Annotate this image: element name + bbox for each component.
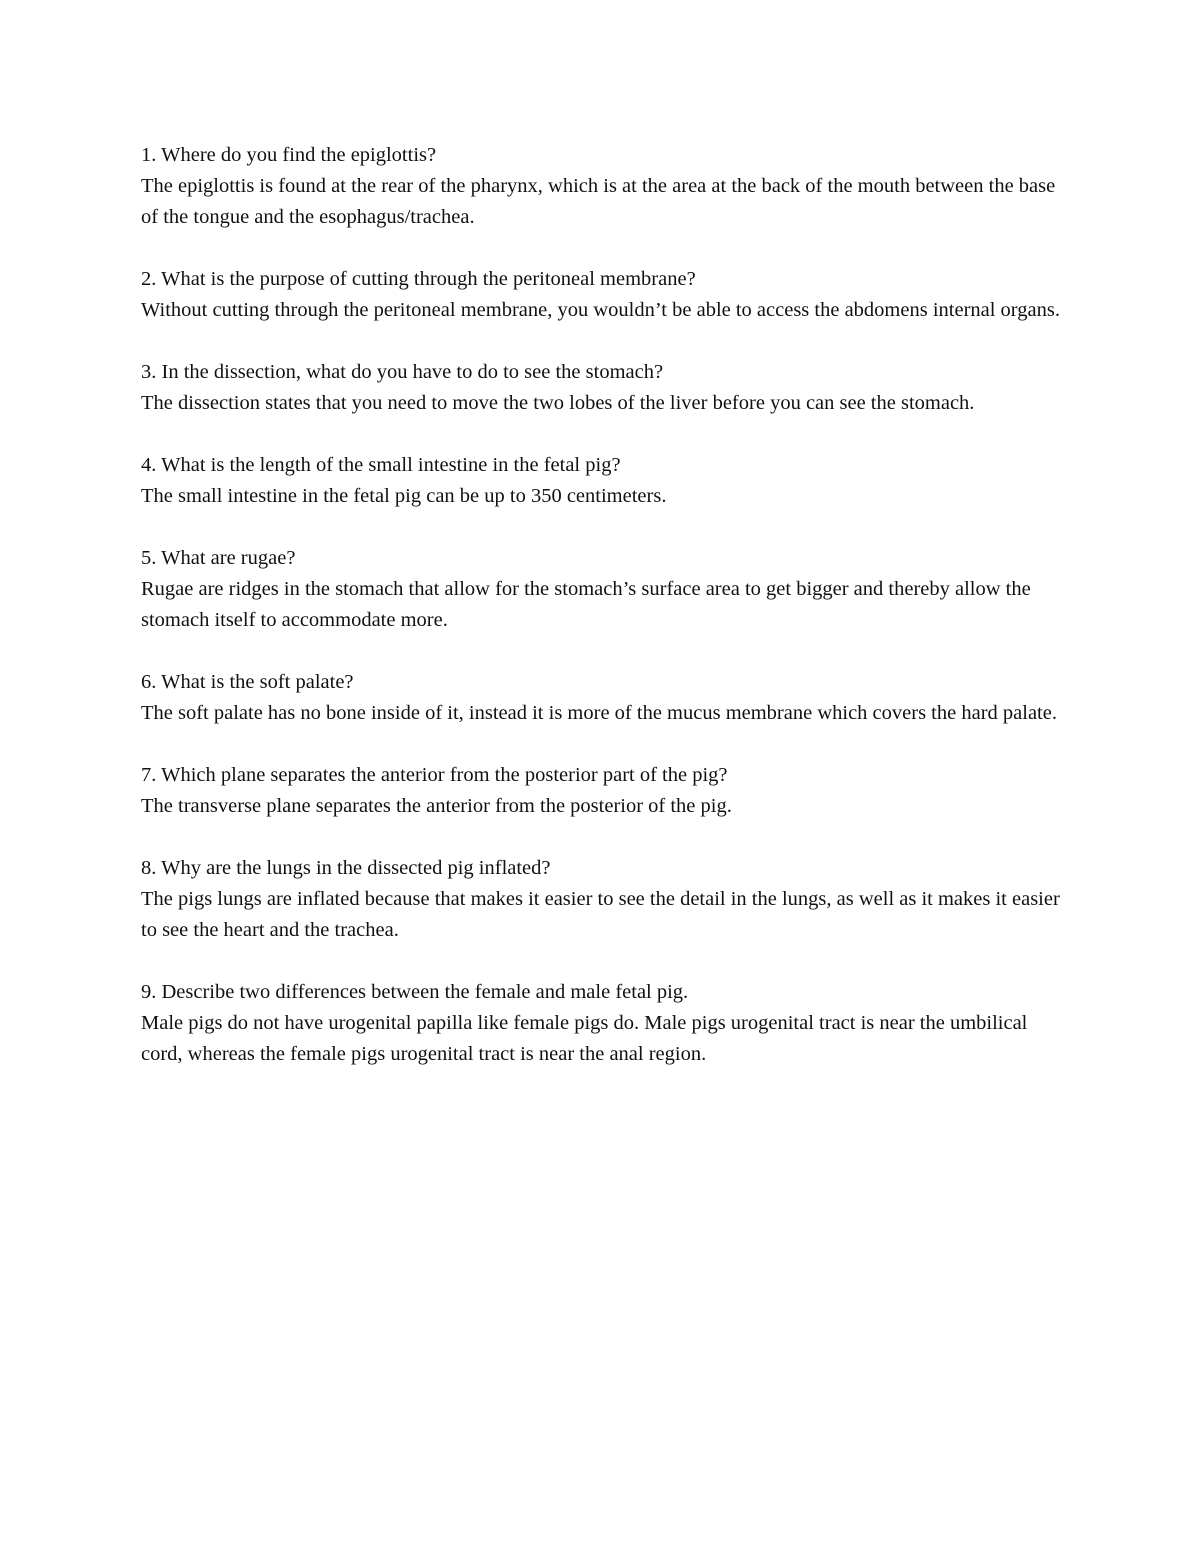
answer-5: Rugae are ridges in the stomach that allow for the stomach’s surface area to get bigger and thereby allow the stomach itself to accommodate more.: [141, 578, 1031, 631]
qa-item-5: [141, 543, 1061, 636]
qa-item-8: [141, 853, 1061, 946]
answer-7: The transverse plane separates the anterior from the posterior of the pig.: [141, 795, 732, 817]
answer-8: The pigs lungs are inflated because that makes it easier to see the detail in the lungs, as well as it makes it easier to see the heart and the trachea.: [141, 888, 1060, 941]
qa-item-2: [141, 264, 1061, 326]
question-2: 2. What is the purpose of cutting through the peritoneal membrane?: [141, 268, 696, 290]
question-6: 6. What is the soft palate?: [141, 671, 354, 693]
document-body: [141, 140, 1061, 1101]
answer-9: Male pigs do not have urogenital papilla like female pigs do. Male pigs urogenital tract is near the umbilical cord, whereas the female pigs urogenital tract is near the anal region.: [141, 1012, 1028, 1065]
question-3: 3. In the dissection, what do you have to do to see the stomach?: [141, 361, 664, 383]
question-9: 9. Describe two differences between the female and male fetal pig.: [141, 981, 689, 1003]
answer-4: The small intestine in the fetal pig can be up to 350 centimeters.: [141, 485, 667, 507]
answer-2: Without cutting through the peritoneal membrane, you wouldn’t be able to access the abdomens internal organs.: [141, 299, 1060, 321]
question-8: 8. Why are the lungs in the dissected pig inflated?: [141, 857, 551, 879]
answer-1: The epiglottis is found at the rear of the pharynx, which is at the area at the back of the mouth between the base of the tongue and the esophagus/trachea.: [141, 175, 1056, 228]
question-7: 7. Which plane separates the anterior from the posterior part of the pig?: [141, 764, 728, 786]
answer-3: The dissection states that you need to move the two lobes of the liver before you can see the stomach.: [141, 392, 975, 414]
qa-item-9: [141, 977, 1061, 1070]
qa-item-6: [141, 667, 1061, 729]
question-1: 1. Where do you find the epiglottis?: [141, 144, 437, 166]
qa-item-1: [141, 140, 1061, 233]
answer-6: The soft palate has no bone inside of it, instead it is more of the mucus membrane which covers the hard palate.: [141, 702, 1057, 724]
qa-item-7: [141, 760, 1061, 822]
qa-item-3: [141, 357, 1061, 419]
question-4: 4. What is the length of the small intestine in the fetal pig?: [141, 454, 621, 476]
question-5: 5. What are rugae?: [141, 547, 296, 569]
qa-item-4: [141, 450, 1061, 512]
